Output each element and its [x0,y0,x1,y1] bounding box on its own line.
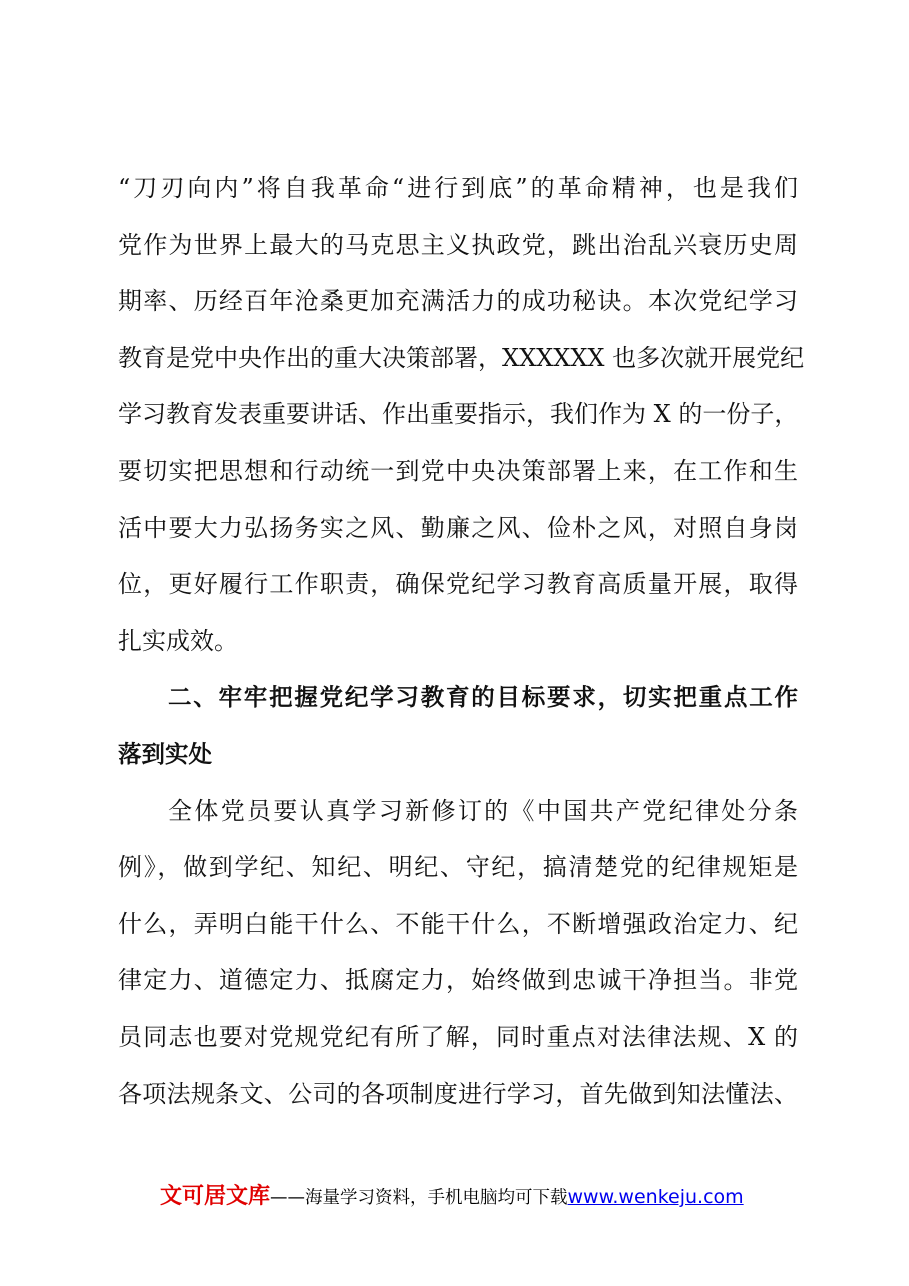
body-line: 要切实把思想和行动统一到党中央决策部署上来，在工作和生 [118,456,798,485]
body-line: “刀刃向内”将自我革命“进行到底”的革命精神，也是我们 [118,174,798,202]
section-heading: 二、牢牢把握党纪学习教育的目标要求，切实把重点工作 [168,683,798,712]
body-line: 扎实成效。 [118,626,238,655]
footer-link[interactable]: www.wenkeju.com [567,1186,744,1208]
body-line: 员同志也要对党规党纪有所了解，同时重点对法律法规、X 的 [118,1022,798,1051]
body-line: 位，更好履行工作职责，确保党纪学习教育高质量开展，取得 [118,570,798,599]
footer-brand: 文可居文库 [160,1184,271,1209]
body-line: 各项法规条文、公司的各项制度进行学习，首先做到知法懂法、 [118,1079,798,1108]
body-line: 例》，做到学纪、知纪、明纪、守纪，搞清楚党的纪律规矩是 [118,853,798,882]
document-body [118,160,805,1122]
body-line: 教育是党中央作出的重大决策部署，XXXXXX 也多次就开展党纪 [118,343,805,372]
body-line: 学习教育发表重要讲话、作出重要指示，我们作为 X 的一份子， [118,400,799,429]
body-line: 党作为世界上最大的马克思主义执政党，跳出治乱兴衰历史周 [118,230,798,259]
body-line: 律定力、道德定力、抵腐定力，始终做到忠诚干净担当。非党 [118,966,798,995]
body-line: 期率、历经百年沧桑更加充满活力的成功秘诀。本次党纪学习 [118,287,798,316]
body-line: 什么，弄明白能干什么、不能干什么，不断增强政治定力、纪 [118,909,798,938]
body-line: 活中要大力弘扬务实之风、勤廉之风、俭朴之风，对照自身岗 [118,513,798,542]
footer-slogan: ——海量学习资料，手机电脑均可下载 [270,1188,568,1208]
section-heading: 落到实处 [118,739,212,768]
footer-banner [160,1183,744,1211]
body-line: 全体党员要认真学习新修订的《中国共产党纪律处分条 [168,796,798,825]
